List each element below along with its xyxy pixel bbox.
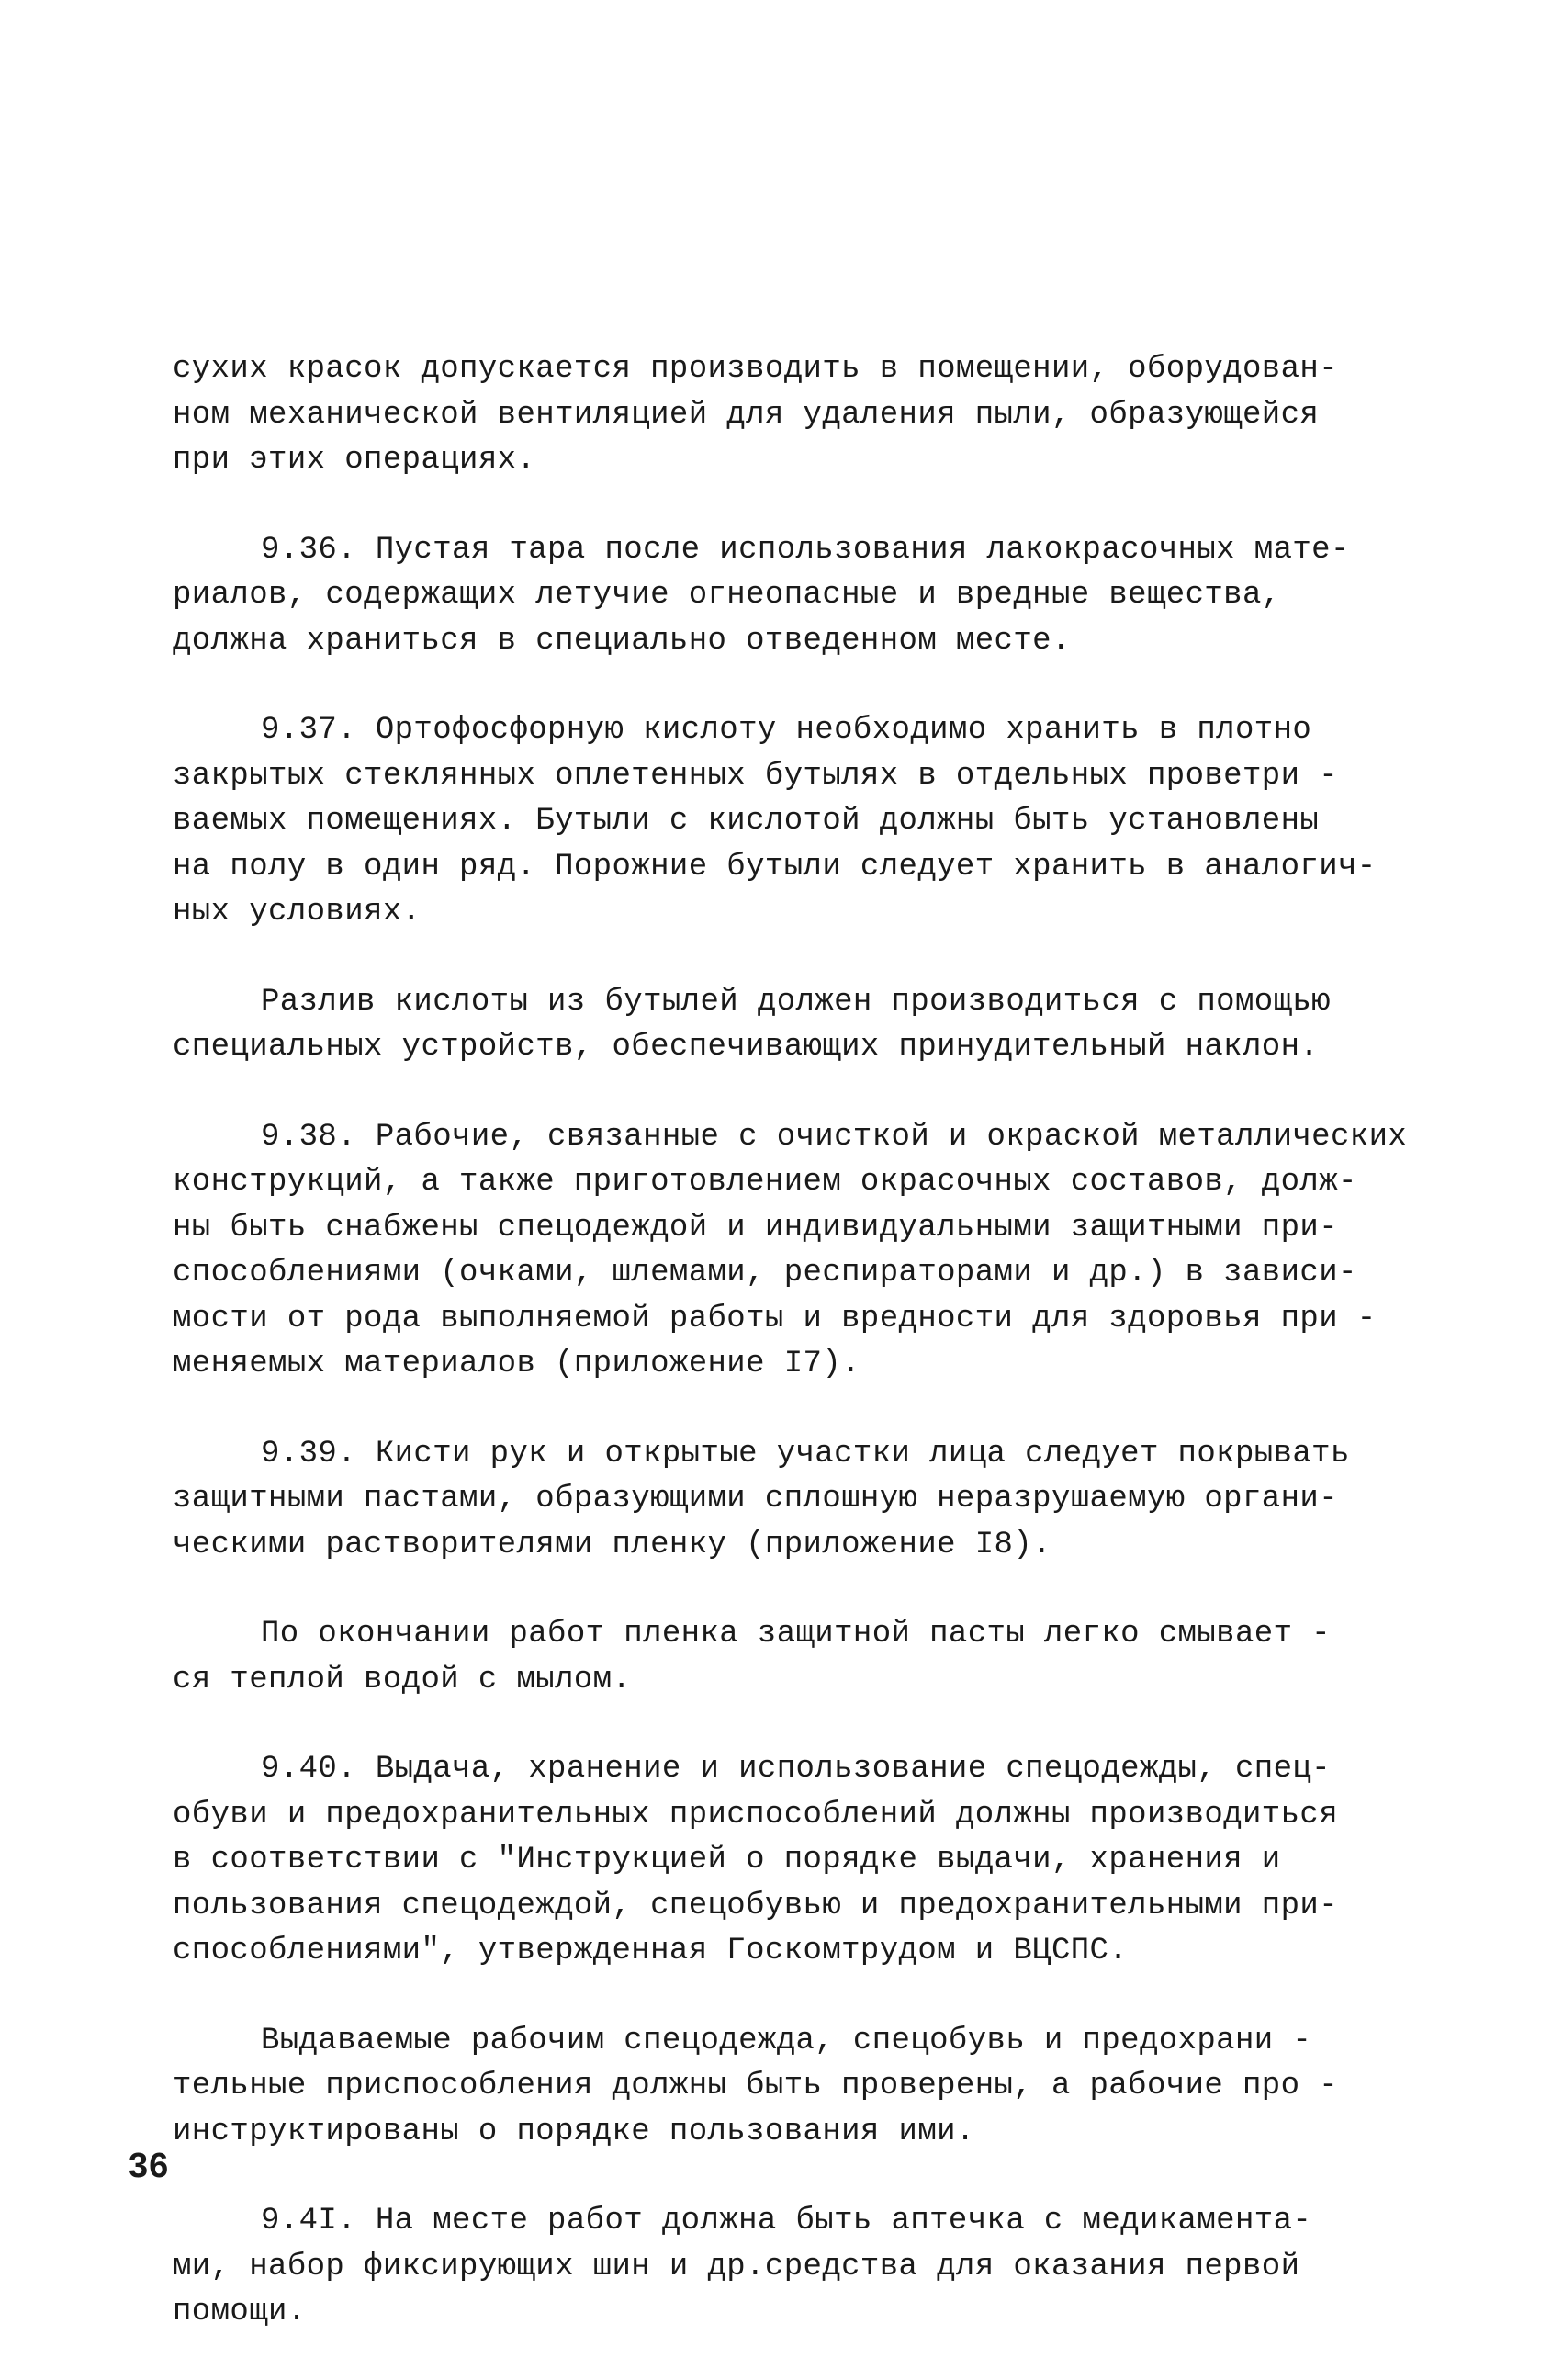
text-line: при этих операциях.	[173, 443, 536, 478]
text-line: пользования спецодеждой, спецобувью и предохранительными при-	[173, 1888, 1339, 1923]
text-line: По окончании работ пленка защитной пасты легко смывает -	[261, 1617, 1331, 1652]
text-line: сухих красок допускается производить в помещении, оборудован-	[173, 352, 1339, 387]
text-line: специальных устройств, обеспечивающих принудительный наклон.	[173, 1030, 1320, 1065]
paragraph-p9	[173, 2019, 1339, 2156]
text-line: 9.36. Пустая тара после использования лакокрасочных мате-	[261, 532, 1350, 568]
text-line: ческими растворителями пленку (приложение I8).	[173, 1527, 1051, 1562]
text-line: тельные приспособления должны быть проверены, а рабочие про -	[173, 2069, 1339, 2104]
text-line: ваемых помещениях. Бутыли с кислотой должны быть установлены	[173, 804, 1320, 839]
page-number: 36	[129, 2147, 170, 2185]
text-line: закрытых стеклянных оплетенных бутылях в отдельных проветри -	[173, 758, 1339, 794]
text-line: ми, набор фиксирующих шин и др.средства для оказания первой	[173, 2249, 1300, 2284]
text-line: Разлив кислоты из бутылей должен производиться с помощью	[261, 984, 1331, 1020]
text-line: ных условиях.	[173, 895, 422, 930]
text-line: 9.4I. На месте работ должна быть аптечка с медикамента-	[261, 2204, 1312, 2239]
text-line: в соответствии с "Инструкцией о порядке выдачи, хранения и	[173, 1843, 1281, 1878]
text-line: риалов, содержащих летучие огнеопасные и вредные вещества,	[173, 578, 1281, 613]
text-line: мости от рода выполняемой работы и вредности для здоровья при -	[173, 1301, 1377, 1337]
text-line: 9.39. Кисти рук и открытые участки лица следует покрывать	[261, 1436, 1350, 1472]
paragraph-p1	[173, 347, 1339, 484]
text-line: обуви и предохранительных приспособлений должны производиться	[173, 1797, 1339, 1833]
paragraph-p6	[173, 1432, 1350, 1569]
paragraph-p8	[173, 1747, 1339, 1975]
text-line: должна храниться в специально отведенном месте.	[173, 623, 1071, 659]
text-line: инструктированы о порядке пользования ими.	[173, 2114, 975, 2149]
text-line: на полу в один ряд. Порожние бутыли следует хранить в аналогич-	[173, 849, 1377, 885]
paragraph-p4	[173, 980, 1339, 1071]
text-line: 9.38. Рабочие, связанные с очисткой и окраской металлических	[261, 1119, 1408, 1155]
text-line: конструкций, а также приготовлением окрасочных составов, долж-	[173, 1165, 1357, 1200]
paragraph-p5	[173, 1115, 1408, 1388]
text-line: ся теплой водой с мылом.	[173, 1662, 632, 1698]
text-line: способлениями", утвержденная Госкомтрудом и ВЦСПС.	[173, 1934, 1129, 1968]
text-line: ном механической вентиляцией для удаления пыли, образующейся	[173, 397, 1320, 433]
paragraph-p10	[173, 2199, 1339, 2336]
text-line: Выдаваемые рабочим спецодежда, спецобувь и предохрани -	[261, 2023, 1312, 2059]
paragraph-p7	[173, 1612, 1339, 1703]
text-line: 9.37. Ортофосфорную кислоту необходимо хранить в плотно	[261, 713, 1312, 748]
body-text	[173, 347, 1408, 2380]
text-line: помощи.	[173, 2295, 307, 2329]
text-line: способлениями (очками, шлемами, респираторами и др.) в зависи-	[173, 1256, 1357, 1291]
text-line: 9.40. Выдача, хранение и использование спецодежды, спец-	[261, 1752, 1331, 1787]
paragraph-p3	[173, 708, 1377, 936]
text-line: защитными пастами, образующими сплошную неразрушаемую органи-	[173, 1482, 1339, 1517]
text-line: меняемых материалов (приложение I7).	[173, 1347, 860, 1382]
text-line: ны быть снабжены спецодеждой и индивидуальными защитными при-	[173, 1210, 1339, 1246]
paragraph-p2	[173, 528, 1350, 665]
